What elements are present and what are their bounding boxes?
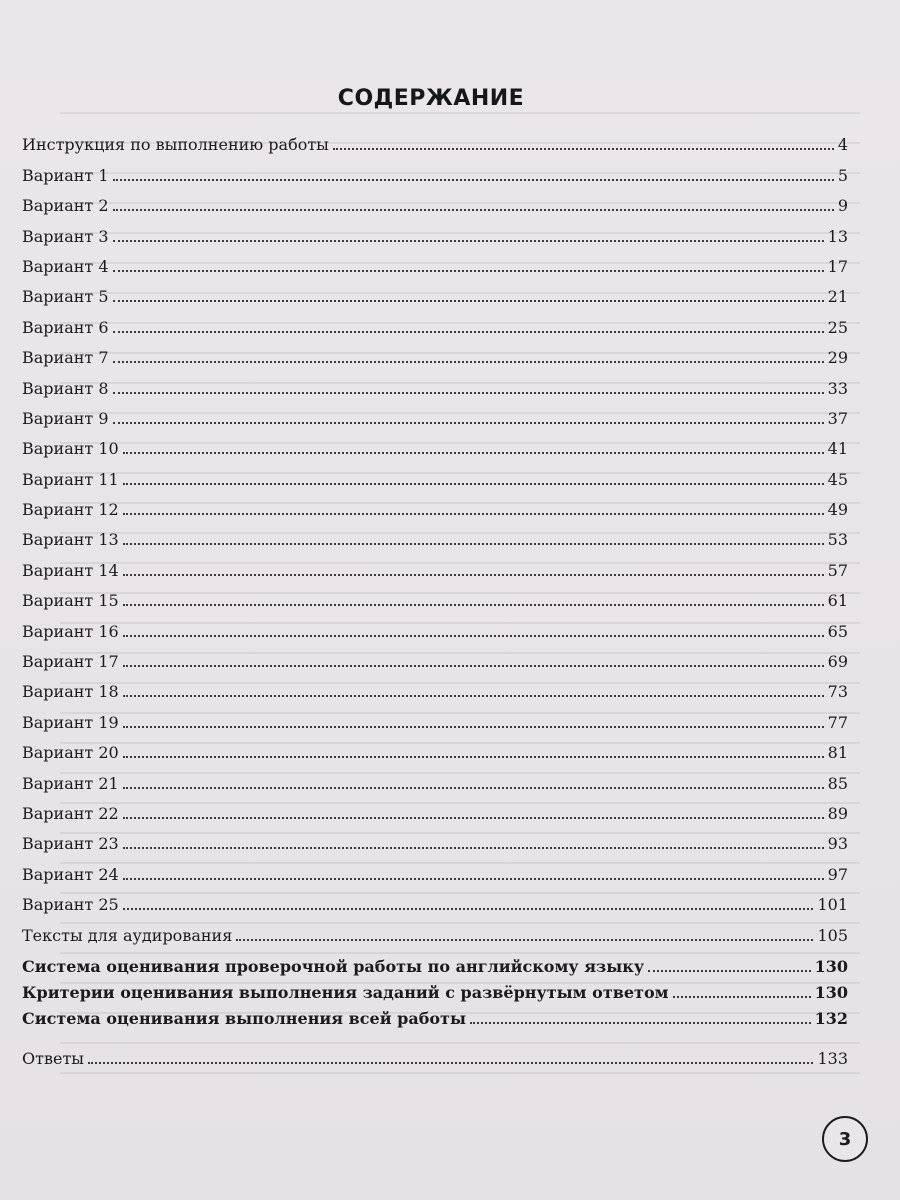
page-number-badge: 3 xyxy=(822,1116,868,1162)
leader-dots xyxy=(113,331,824,333)
toc-entry-variant xyxy=(22,610,848,640)
toc-entry-label: Вариант 3 xyxy=(22,226,109,246)
leader-dots xyxy=(333,148,834,150)
toc-entry-label: Вариант 2 xyxy=(22,196,109,216)
toc-entry-label: Вариант 11 xyxy=(22,469,119,489)
leader-dots xyxy=(123,574,824,576)
toc-entry-page: 130 xyxy=(814,956,848,976)
toc-entry-label: Вариант 9 xyxy=(22,408,109,428)
leader-dots xyxy=(123,756,824,758)
toc-entry-label: Система оценивания проверочной работы по английскому языку xyxy=(22,956,645,976)
toc-entry-page: 57 xyxy=(827,560,848,580)
toc-entry-label: Вариант 5 xyxy=(22,287,109,307)
leader-dots xyxy=(123,452,824,454)
leader-dots xyxy=(123,543,824,545)
toc-entry-page: 33 xyxy=(827,378,848,398)
leader-dots xyxy=(113,361,824,363)
toc-entry-variant xyxy=(22,276,848,306)
toc-entry-variant xyxy=(22,641,848,671)
leader-dots xyxy=(123,513,824,515)
toc-entry-label: Вариант 23 xyxy=(22,834,119,854)
toc-entry-label: Система оценивания выполнения всей работы xyxy=(22,1008,466,1028)
toc-entry-answers xyxy=(22,1038,848,1068)
toc-entry-page: 93 xyxy=(827,834,848,854)
toc-entry-page: 89 xyxy=(827,803,848,823)
toc-entry-label: Вариант 22 xyxy=(22,803,119,823)
toc-entry-label: Вариант 14 xyxy=(22,560,119,580)
leader-dots xyxy=(123,908,814,910)
leader-dots xyxy=(123,665,824,667)
table-of-contents xyxy=(22,124,848,1068)
toc-entry-page: 69 xyxy=(827,652,848,672)
toc-entry-variant xyxy=(22,671,848,701)
toc-entry-label: Вариант 18 xyxy=(22,682,119,702)
toc-entry-page: 132 xyxy=(814,1008,848,1028)
leader-dots xyxy=(113,179,834,181)
toc-entry-variant xyxy=(22,762,848,792)
toc-entry-variant xyxy=(22,884,848,914)
toc-entry-label: Вариант 16 xyxy=(22,621,119,641)
leader-dots xyxy=(113,300,824,302)
toc-entry-label: Тексты для аудирования xyxy=(22,925,233,945)
toc-entry-page: 17 xyxy=(827,256,848,276)
toc-entry-page: 49 xyxy=(827,500,848,520)
toc-entry-label: Инструкция по выполнению работы xyxy=(22,135,329,155)
toc-entry-instruction xyxy=(22,124,848,154)
toc-entry-variant xyxy=(22,367,848,397)
toc-entry-label: Ответы xyxy=(22,1048,85,1068)
toc-entry-variant xyxy=(22,246,848,276)
toc-entry-page: 77 xyxy=(827,712,848,732)
toc-entry-label: Вариант 24 xyxy=(22,864,119,884)
toc-entry-assessment-system xyxy=(22,950,848,976)
toc-entry-variant xyxy=(22,580,848,610)
toc-entry-variant xyxy=(22,185,848,215)
toc-entry-variant xyxy=(22,458,848,488)
leader-dots xyxy=(648,970,811,972)
toc-entry-page: 13 xyxy=(827,226,848,246)
leader-dots xyxy=(123,483,824,485)
toc-entry-label: Вариант 1 xyxy=(22,165,109,185)
toc-entry-label: Вариант 17 xyxy=(22,652,119,672)
toc-entry-page: 41 xyxy=(827,439,848,459)
toc-entry-variant xyxy=(22,306,848,336)
toc-entry-variant xyxy=(22,793,848,823)
leader-dots xyxy=(113,422,824,424)
toc-entry-variant xyxy=(22,701,848,731)
toc-entry-variant xyxy=(22,549,848,579)
toc-entry-page: 29 xyxy=(827,348,848,368)
toc-entry-page: 25 xyxy=(827,317,848,337)
toc-entry-page: 61 xyxy=(827,591,848,611)
toc-entry-page: 45 xyxy=(827,469,848,489)
toc-entry-page: 97 xyxy=(827,864,848,884)
toc-entry-label: Вариант 25 xyxy=(22,895,119,915)
toc-entry-label: Вариант 4 xyxy=(22,256,109,276)
toc-entry-page: 133 xyxy=(817,1048,848,1068)
toc-entry-label: Вариант 12 xyxy=(22,500,119,520)
toc-entry-page: 81 xyxy=(827,743,848,763)
toc-entry-label: Вариант 10 xyxy=(22,439,119,459)
toc-entry-page: 85 xyxy=(827,773,848,793)
toc-entry-page: 65 xyxy=(827,621,848,641)
toc-entry-variant xyxy=(22,398,848,428)
leader-dots xyxy=(673,996,811,998)
toc-entry-whole-work-assessment xyxy=(22,1002,848,1028)
toc-entry-page: 73 xyxy=(827,682,848,702)
toc-entry-page: 9 xyxy=(837,196,848,216)
leader-dots xyxy=(113,240,824,242)
toc-entry-label: Критерии оценивания выполнения заданий с развёрнутым ответом xyxy=(22,982,669,1002)
leader-dots xyxy=(236,939,813,941)
leader-dots xyxy=(113,392,824,394)
leader-dots xyxy=(123,635,824,637)
leader-dots xyxy=(123,787,824,789)
toc-entry-label: Вариант 7 xyxy=(22,348,109,368)
toc-entry-variant xyxy=(22,215,848,245)
leader-dots xyxy=(123,817,824,819)
toc-entry-page: 5 xyxy=(837,165,848,185)
toc-entry-label: Вариант 13 xyxy=(22,530,119,550)
toc-entry-page: 101 xyxy=(817,895,848,915)
page-title: СОДЕРЖАНИЕ xyxy=(337,86,525,111)
toc-entry-variant xyxy=(22,853,848,883)
toc-entry-page: 105 xyxy=(817,925,848,945)
toc-entry-listening-texts xyxy=(22,914,848,944)
toc-entry-label: Вариант 15 xyxy=(22,591,119,611)
leader-dots xyxy=(113,270,824,272)
leader-dots xyxy=(123,695,824,697)
toc-entry-variant xyxy=(22,732,848,762)
leader-dots xyxy=(123,878,824,880)
toc-entry-variant xyxy=(22,823,848,853)
leader-dots xyxy=(123,847,824,849)
leader-dots xyxy=(88,1062,813,1064)
toc-entry-variant xyxy=(22,337,848,367)
toc-entry-label: Вариант 21 xyxy=(22,773,119,793)
leader-dots xyxy=(123,726,824,728)
toc-entry-page: 37 xyxy=(827,408,848,428)
toc-entry-label: Вариант 8 xyxy=(22,378,109,398)
toc-entry-page: 53 xyxy=(827,530,848,550)
toc-entry-variant xyxy=(22,489,848,519)
toc-entry-page: 130 xyxy=(814,982,848,1002)
toc-entry-page: 21 xyxy=(827,287,848,307)
leader-dots xyxy=(123,604,824,606)
toc-entry-label: Вариант 20 xyxy=(22,743,119,763)
toc-entry-label: Вариант 6 xyxy=(22,317,109,337)
toc-entry-page: 4 xyxy=(837,135,848,155)
toc-entry-variant xyxy=(22,154,848,184)
toc-entry-variant xyxy=(22,519,848,549)
toc-entry-assessment-criteria xyxy=(22,976,848,1002)
leader-dots xyxy=(470,1022,811,1024)
leader-dots xyxy=(113,209,834,211)
toc-entry-label: Вариант 19 xyxy=(22,712,119,732)
toc-entry-variant xyxy=(22,428,848,458)
